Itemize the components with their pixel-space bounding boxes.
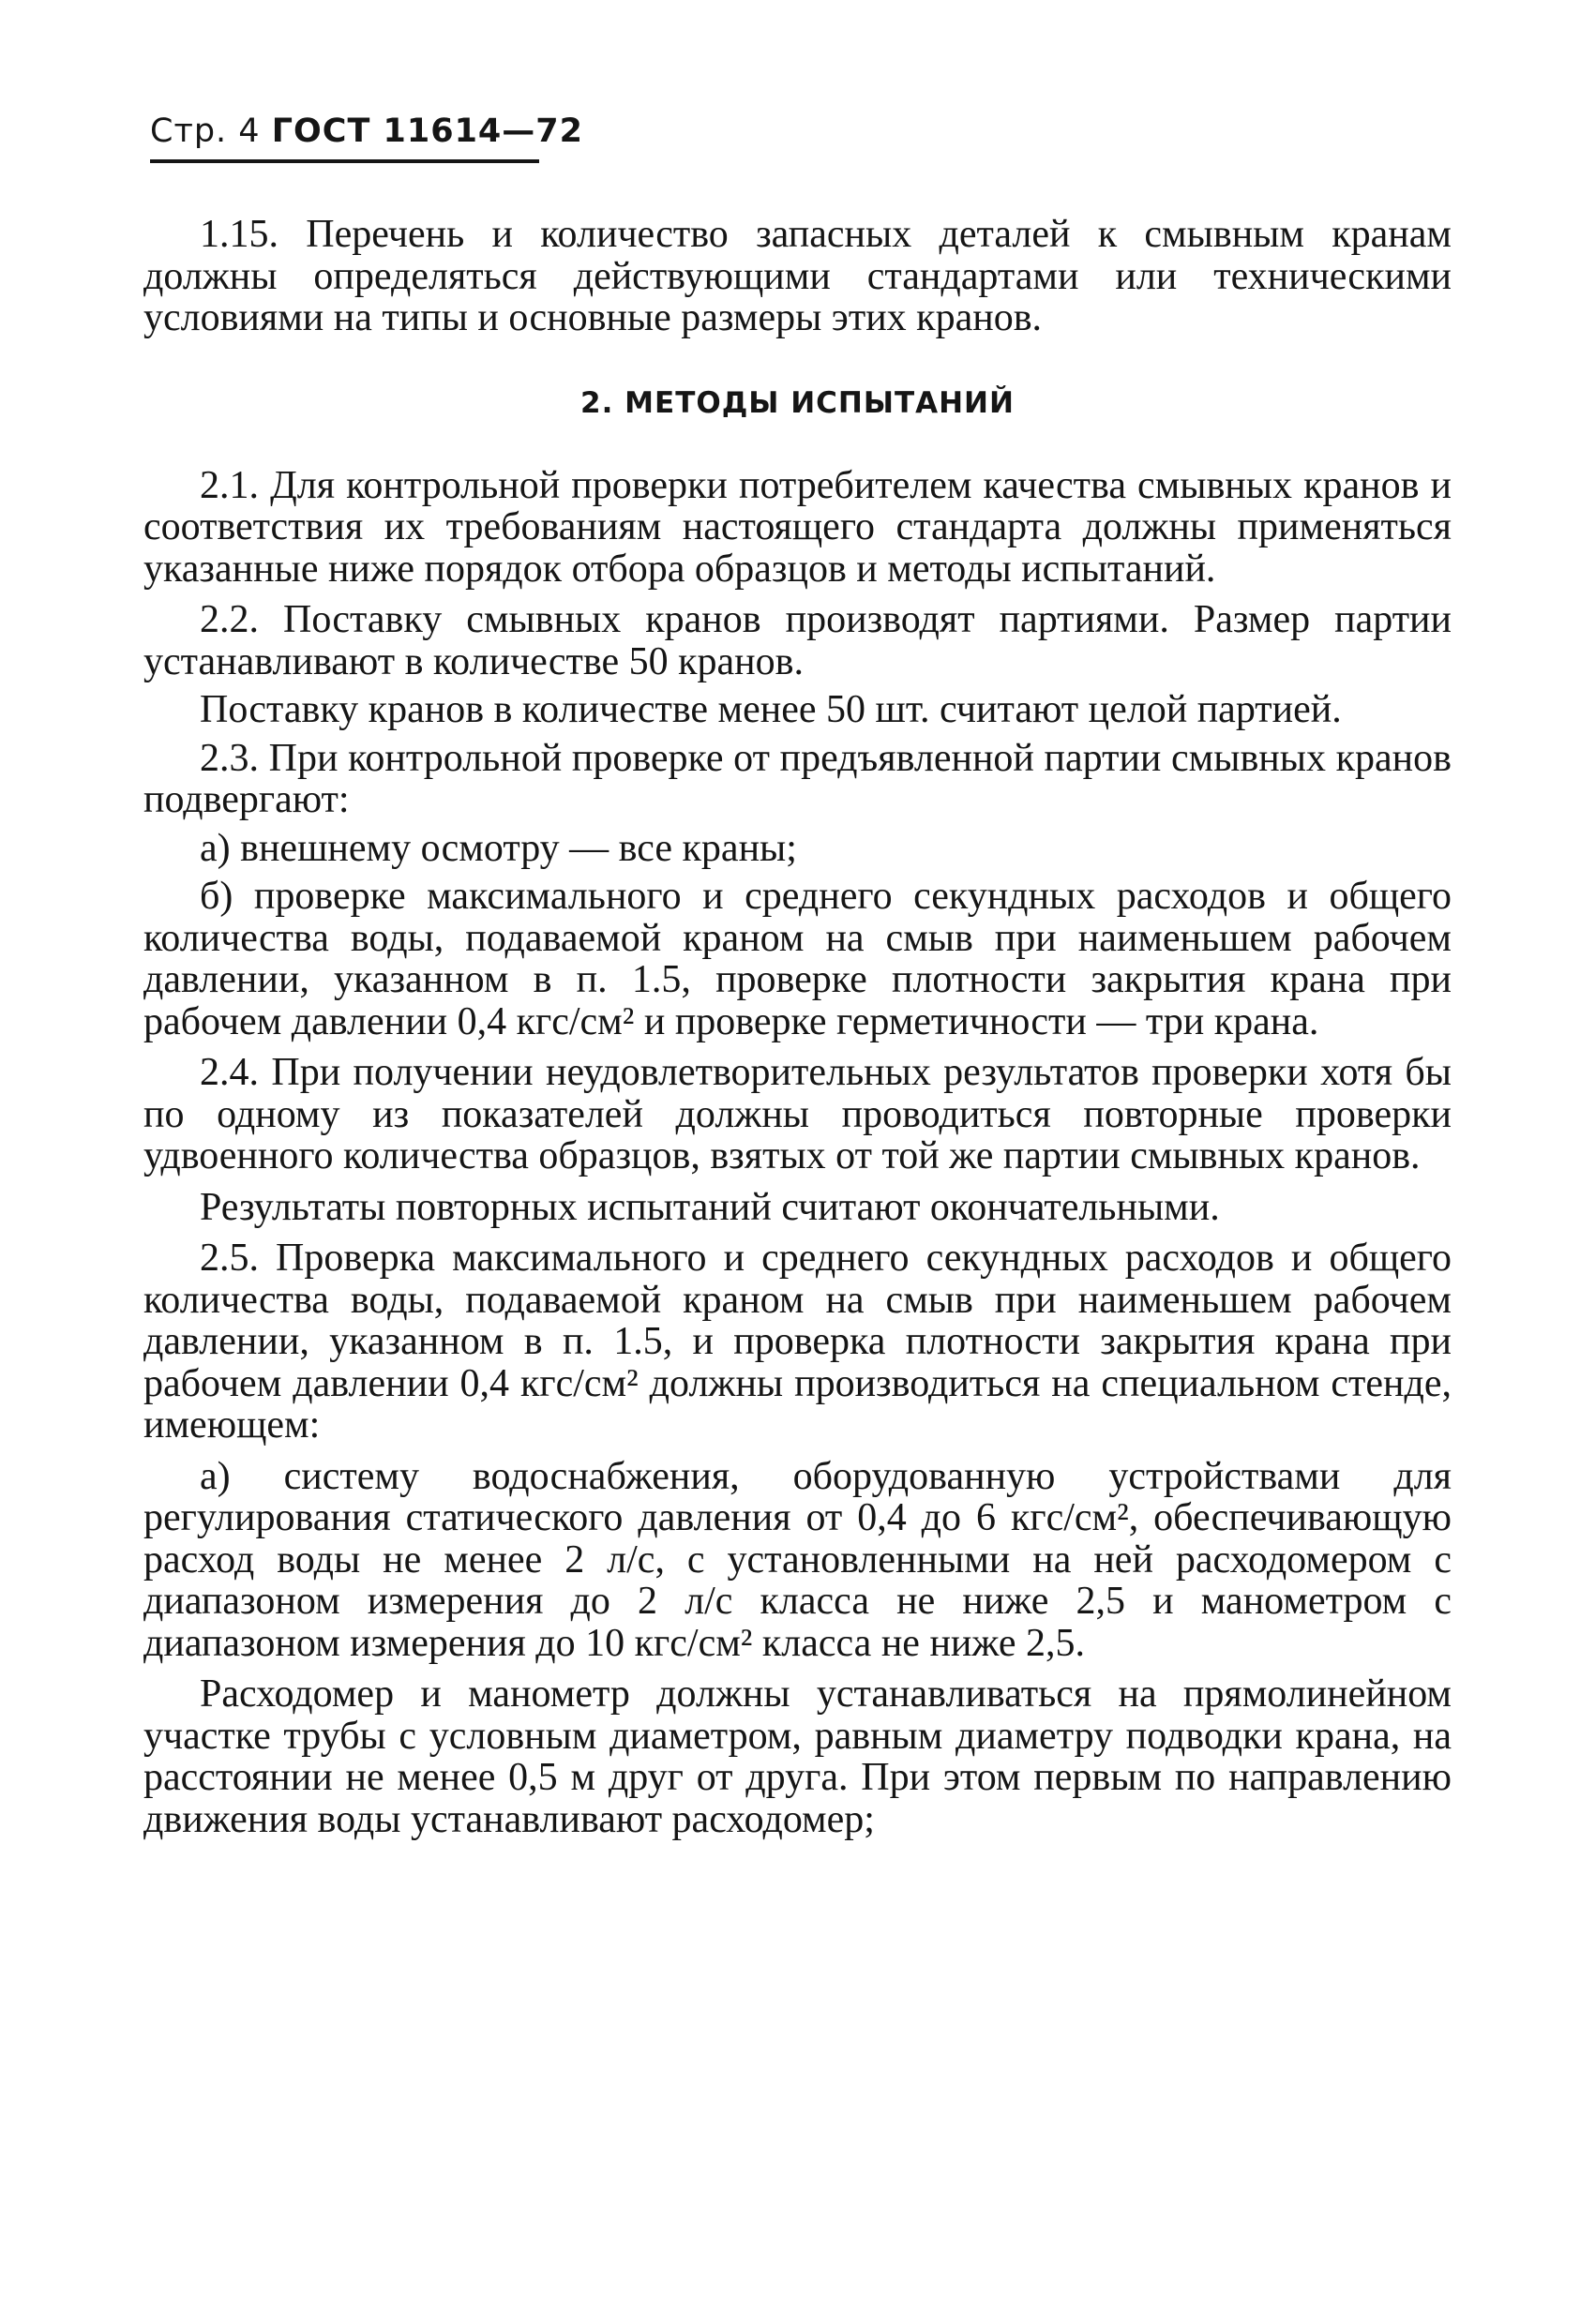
clause-2-3: 2.3. При контрольной проверке от предъявленной партии смывных кранов подвергают:	[143, 736, 1452, 821]
clause-2-1: 2.1. Для контрольной проверки потребителем качества смывных кранов и соответствия их требованиям настоящего стандарта должны применяться указанные ниже порядок отбора образцов и методы испытаний.	[143, 463, 1452, 591]
header-rule	[150, 159, 539, 163]
section-heading: 2. МЕТОДЫ ИСПЫТАНИЙ	[580, 385, 1015, 420]
clause-2-2-continuation: Поставку кранов в количестве менее 50 шт. считают целой партией.	[200, 688, 1342, 731]
clause-2-4: 2.4. При получении неудовлетворительных результатов проверки хотя бы по одному из показателей должны проводиться повторные проверки удвоенного количества образцов, взятых от той же партии смывных кранов.	[143, 1051, 1452, 1177]
page-number: Стр. 4	[150, 112, 261, 150]
clause-2-2: 2.2. Поставку смывных кранов производят партиями. Размер партии устанавливают в количестве 50 кранов.	[143, 598, 1452, 683]
clause-2-5-item-a: а) систему водоснабжения, оборудованную устройствами для регулирования статического давления от 0,4 до 6 кгс/см², обеспечивающую расход воды не менее 2 л/с, с установленными на ней расходомером с диапазоном измерения до 2 л/с класса не ниже 2,5 и манометром с диапазоном измерения до 10 кгс/см² класса не ниже 2,5.	[143, 1454, 1452, 1665]
page-header	[150, 112, 583, 150]
standard-designation: ГОСТ 11614—72	[271, 112, 583, 150]
clause-2-3-item-a: а) внешнему осмотру — все краны;	[200, 826, 797, 870]
clause-2-5-continuation: Расходомер и манометр должны устанавливаться на прямолинейном участке трубы с условным диаметром, равным диаметру подводки крана, на расстоянии не менее 0,5 м друг от друга. При этом первым по направлению движения воды устанавливают расходомер;	[143, 1672, 1452, 1841]
document-body	[143, 214, 1452, 1840]
clause-2-3-item-b: б) проверке максимального и среднего секундных расходов и общего количества воды, подаваемой краном на смыв при наименьшем рабочем давлении, указанном в п. 1.5, проверке плотности закрытия крана при рабочем давлении 0,4 кгс/см² и проверке герметичности — три крана.	[143, 875, 1452, 1043]
clause-1-15: 1.15. Перечень и количество запасных деталей к смывным кранам должны определяться действующими стандартами или техническими условиями на типы и основные размеры этих кранов.	[143, 213, 1452, 339]
clause-2-5: 2.5. Проверка максимального и среднего секундных расходов и общего количества воды, подаваемой краном на смыв при наименьшем рабочем давлении, указанном в п. 1.5, и проверка плотности закрытия крана при рабочем давлении 0,4 кгс/см² должны производиться на специальном стенде, имеющем:	[143, 1237, 1452, 1447]
clause-2-4-continuation: Результаты повторных испытаний считают окончательными.	[200, 1185, 1220, 1229]
